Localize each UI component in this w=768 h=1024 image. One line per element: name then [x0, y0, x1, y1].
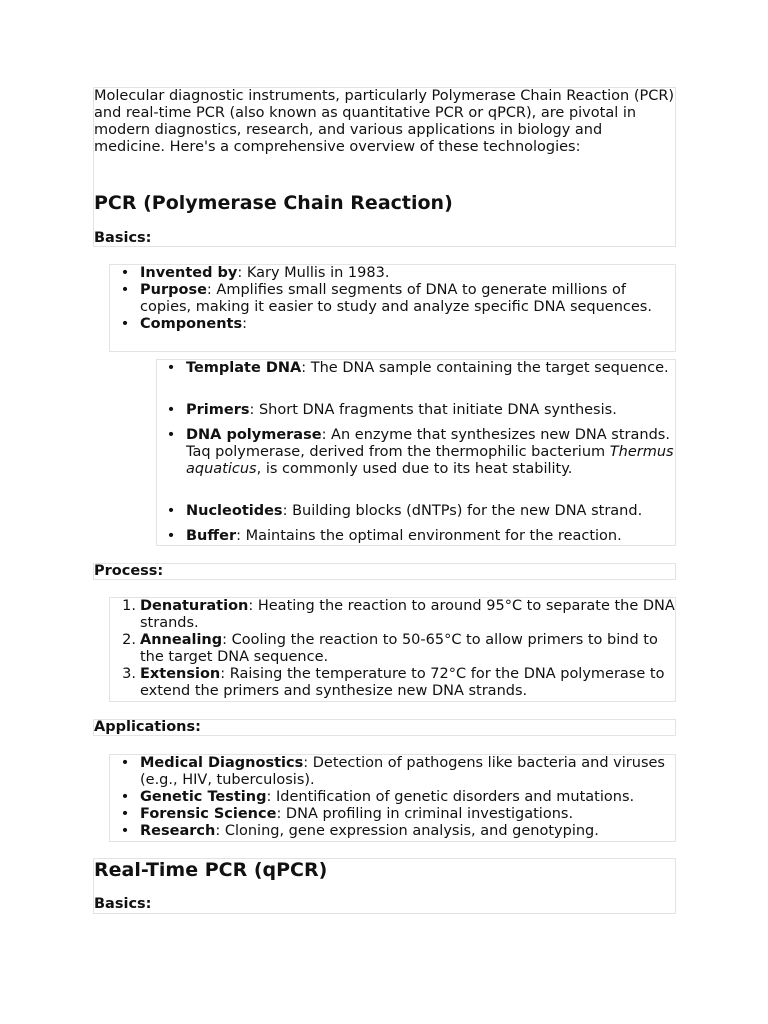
bullet-icon: •: [120, 265, 130, 281]
list-item: [166, 360, 676, 377]
list-item-text: : Maintains the optimal environment for the reaction.: [236, 528, 622, 544]
process-list-box: [109, 597, 676, 702]
list-item-text: : Identification of genetic disorders and mutations.: [266, 789, 635, 805]
list-item: [166, 427, 676, 478]
qpcr-basics-heading: Basics:: [94, 896, 152, 912]
list-item-text: : Heating the reaction to around 95°C to separate the DNA strands.: [140, 598, 675, 631]
list-item: [122, 598, 675, 632]
applications-heading-box: [93, 719, 676, 736]
intro-paragraph: Molecular diagnostic instruments, particularly Polymerase Chain Reaction (PCR) and real-time PCR (also known as quantitative PCR or qPCR), are pivotal in modern diagnostics, research, and various applications in biology and medicine. Here's a comprehensive overview of these technologies:: [94, 88, 675, 155]
list-item-text: : Raising the temperature to 72°C for the DNA polymerase to extend the primers and synthesize new DNA strands.: [140, 666, 665, 699]
list-item: [120, 755, 675, 789]
basics-list-box: [109, 264, 676, 352]
list-item-term: Forensic Science: [140, 806, 277, 822]
list-item: [120, 789, 675, 806]
list-item-text: : Detection of pathogens like bacteria and viruses (e.g., HIV, tuberculosis).: [140, 755, 665, 788]
list-item-term: Genetic Testing: [140, 789, 267, 805]
list-item-text: : DNA profiling in criminal investigations.: [276, 806, 574, 822]
pcr-heading: PCR (Polymerase Chain Reaction): [94, 192, 453, 214]
qpcr-block: [93, 858, 676, 914]
applications-list-box: [109, 754, 676, 842]
bullet-icon: •: [166, 427, 176, 443]
list-item-term: Nucleotides: [186, 503, 283, 519]
list-item-term: Primers: [186, 402, 250, 418]
list-item-number: 2.: [122, 632, 136, 648]
list-item: [120, 282, 675, 316]
list-item-text: : An enzyme that synthesizes new DNA strands. Taq polymerase, derived from the thermophilic bacterium: [186, 427, 670, 460]
applications-heading: Applications:: [94, 719, 201, 735]
list-item: [120, 265, 675, 282]
list-item-term: Denaturation: [140, 598, 249, 614]
process-heading: Process:: [94, 563, 164, 579]
process-heading-box: [93, 563, 676, 580]
list-item: [166, 503, 676, 520]
list-item-term: Components: [140, 316, 243, 332]
list-item-term: Template DNA: [186, 360, 302, 376]
list-item-number: 3.: [122, 666, 136, 682]
list-item-term: Invented by: [140, 265, 238, 281]
list-item-text: :: [242, 316, 247, 332]
list-item-term: Medical Diagnostics: [140, 755, 304, 771]
list-item-text: : Amplifies small segments of DNA to generate millions of copies, making it easier to study and analyze specific DNA sequences.: [140, 282, 652, 315]
list-item: [120, 823, 675, 840]
list-item-term: Research: [140, 823, 216, 839]
bullet-icon: •: [166, 360, 176, 376]
list-item: [122, 632, 675, 666]
list-item-term: Buffer: [186, 528, 237, 544]
list-item-term: Purpose: [140, 282, 207, 298]
bullet-icon: •: [166, 503, 176, 519]
qpcr-heading: Real-Time PCR (qPCR): [94, 859, 328, 881]
list-item-term: DNA polymerase: [186, 427, 322, 443]
list-item-text: , is commonly used due to its heat stability.: [256, 461, 573, 477]
bullet-icon: •: [120, 755, 130, 771]
list-item-term: Annealing: [140, 632, 223, 648]
basics-list: [120, 265, 675, 333]
bullet-icon: •: [120, 823, 130, 839]
list-item-term: Extension: [140, 666, 221, 682]
bullet-icon: •: [166, 528, 176, 544]
bullet-icon: •: [166, 402, 176, 418]
list-item-italic: Thermus aquaticus: [186, 444, 674, 477]
list-item: [120, 806, 675, 823]
list-item-number: 1.: [122, 598, 136, 614]
applications-list: [120, 755, 675, 840]
list-item-text: : Building blocks (dNTPs) for the new DNA strand.: [282, 503, 643, 519]
list-item-text: : Kary Mullis in 1983.: [237, 265, 390, 281]
pcr-basics-heading: Basics:: [94, 230, 152, 246]
list-item-text: : Cloning, gene expression analysis, and genotyping.: [215, 823, 599, 839]
list-item: [120, 316, 675, 333]
bullet-icon: •: [120, 806, 130, 822]
list-item: [166, 402, 676, 419]
list-item-text: : Cooling the reaction to 50-65°C to allow primers to bind to the target DNA sequence.: [140, 632, 658, 665]
list-item-text: : Short DNA fragments that initiate DNA synthesis.: [249, 402, 617, 418]
bullet-icon: •: [120, 316, 130, 332]
components-list-box: [156, 359, 676, 546]
list-item: [166, 528, 676, 545]
bullet-icon: •: [120, 789, 130, 805]
bullet-icon: •: [120, 282, 130, 298]
list-item-text: : The DNA sample containing the target sequence.: [301, 360, 669, 376]
intro-block: [93, 87, 676, 247]
process-list: [122, 598, 675, 700]
list-item: [122, 666, 675, 700]
